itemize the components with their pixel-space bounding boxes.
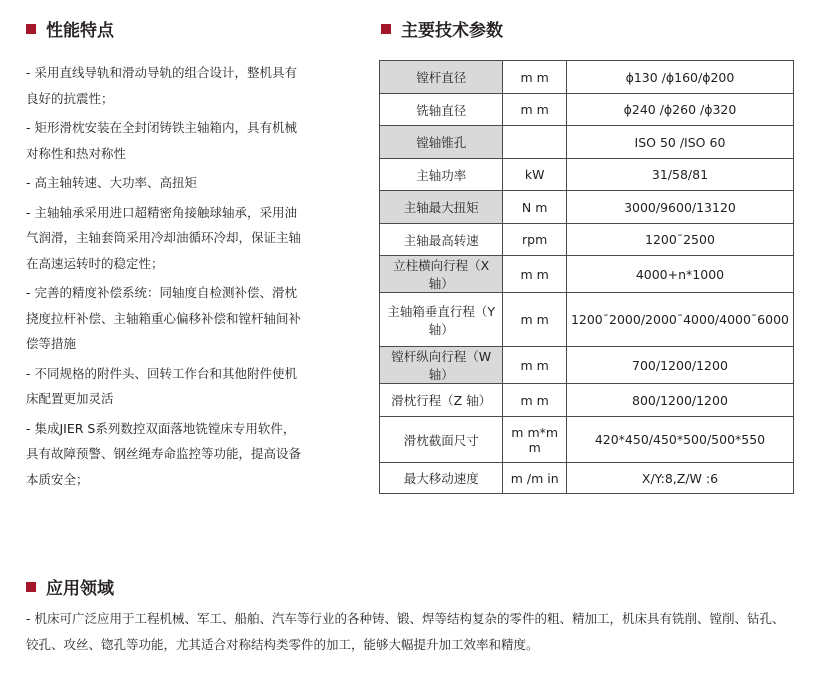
spec-row [380,463,794,494]
feature-item: - 完善的精度补偿系统：同轴度自检测补偿、滑枕挠度拉杆补偿、主轴箱重心偏移补偿和镗杆轴间补偿等措施 [26,285,302,351]
spec-name: 最大移动速度 [380,463,503,494]
spec-value: 3000/9600/13120 [566,191,793,224]
spec-unit: m m*m m [503,417,567,463]
spec-unit [503,126,567,159]
spec-unit: N m [503,191,567,224]
spec-name: 主轴功率 [380,159,503,191]
spec-row [380,94,794,126]
spec-value: 1200¯2500 [566,224,793,256]
spec-value: 420*450/450*500/500*550 [566,417,793,463]
spec-row [380,61,794,94]
features-list [26,60,301,496]
spec-name: 主轴最大扭矩 [380,191,503,224]
applications-title: 应用领域 [46,579,114,599]
spec-value: 700/1200/1200 [566,347,793,384]
spec-unit: m /m in [503,463,567,494]
applications-heading [26,574,114,599]
spec-value: X/Y:8,Z/W :6 [566,463,793,494]
applications-text-block [26,606,796,658]
bullet-square-icon [26,24,36,34]
applications-text: - 机床可广泛应用于工程机械、军工、船舶、汽车等行业的各种铸、锻、焊等结构复杂的零件的粗、精加工，机床具有铣削、镗削、钻孔、铰孔、攻丝、锪孔等功能，尤其适合对称结构类零件的加工，能够大幅提升加工效率和精度。 [26,611,785,652]
spec-name: 主轴箱垂直行程（Y 轴） [380,293,503,347]
bullet-square-icon [26,582,36,592]
spec-value: ϕ130 /ϕ160/ϕ200 [566,61,793,94]
spec-unit: m m [503,61,567,94]
spec-row [380,224,794,256]
spec-unit: m m [503,256,567,293]
spec-row [380,384,794,417]
spec-name: 主轴最高转速 [380,224,503,256]
feature-item: - 高主轴转速、大功率、高扭矩 [26,175,197,190]
spec-name: 滑枕行程（Z 轴） [380,384,503,417]
spec-value: 1200¯2000/2000¯4000/4000¯6000 [566,293,793,347]
spec-name: 立柱横向行程（X 轴） [380,256,503,293]
features-title: 性能特点 [46,21,114,41]
feature-item: - 矩形滑枕安装在全封闭铸铁主轴箱内，具有机械对称性和热对称性 [26,120,297,161]
spec-row [380,191,794,224]
spec-name: 镗杆直径 [380,61,503,94]
specs-title: 主要技术参数 [401,21,503,41]
feature-item: - 主轴轴承采用进口超精密角接触球轴承，采用油气润滑，主轴套筒采用冷却油循环冷却，保证主轴在高速运转时的稳定性； [26,204,302,271]
spec-row [380,417,794,463]
feature-item: - 集成JIER S系列数控双面落地铣镗床专用软件，具有故障预警、钢丝绳寿命监控等功能，提高设备本质安全； [26,420,302,487]
spec-value: 4000+n*1000 [566,256,793,293]
spec-unit: m m [503,293,567,347]
spec-table [379,60,794,494]
features-heading [26,16,114,41]
spec-name: 滑枕截面尺寸 [380,417,503,463]
spec-value: ϕ240 /ϕ260 /ϕ320 [566,94,793,126]
spec-value: ISO 50 /ISO 60 [566,126,793,159]
spec-name: 镗轴锥孔 [380,126,503,159]
spec-row [380,256,794,293]
spec-row [380,293,794,347]
spec-unit: rpm [503,224,567,256]
spec-unit: m m [503,384,567,417]
feature-item: - 不同规格的附件头、回转工作台和其他附件使机床配置更加灵活 [26,365,297,406]
spec-row [380,126,794,159]
spec-unit: m m [503,94,567,126]
spec-name: 铣轴直径 [380,94,503,126]
bullet-square-icon [381,24,391,34]
feature-item: - 采用直线导轨和滑动导轨的组合设计，整机具有良好的抗震性； [26,65,297,106]
spec-row [380,347,794,384]
specs-heading [381,16,503,41]
spec-value: 800/1200/1200 [566,384,793,417]
spec-row [380,159,794,191]
spec-value: 31/58/81 [566,159,793,191]
spec-unit: m m [503,347,567,384]
spec-unit: kW [503,159,567,191]
spec-name: 镗杆纵向行程（W 轴） [380,347,503,384]
